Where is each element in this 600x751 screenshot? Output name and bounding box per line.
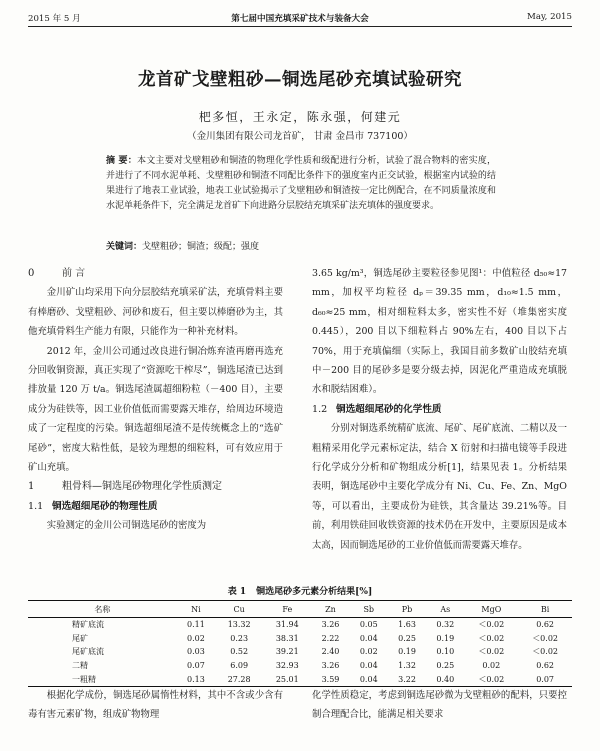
abstract-label: 摘 要：: [106, 156, 137, 166]
table-cell: 25.01: [263, 672, 311, 686]
table-cell: 32.93: [275, 661, 299, 671]
table-cell: 1.32: [398, 661, 416, 671]
table-title: 铜选尾砂多元素分析结果[%]: [256, 587, 373, 597]
table-cell: ＜0.02: [532, 633, 558, 643]
table-header-row: [28, 601, 572, 618]
right-column: [312, 264, 567, 555]
table-cell: 0.04: [359, 633, 378, 643]
table-cell: 0.52: [230, 647, 249, 657]
section-number: 0: [28, 268, 35, 279]
table-cell: 39.21: [275, 647, 299, 657]
subsection-title: 铜选超细尾砂的物理性质: [52, 500, 158, 512]
table-cell: 尾矿: [72, 633, 88, 643]
table-cell: 二精: [72, 661, 88, 671]
table-row: [28, 672, 572, 686]
keywords-text: 戈壁粗砂；铜渣；级配；强度: [142, 242, 260, 252]
table-cell: ＜0.02: [532, 647, 558, 657]
table-cell: 0.02: [187, 633, 205, 643]
column-header: As: [426, 601, 464, 618]
header-date-en: May, 2015: [527, 12, 572, 22]
column-header: Ni: [177, 601, 215, 618]
table-cell: 0.13: [177, 672, 215, 686]
table-cell: 3.22: [388, 672, 426, 686]
table-cell: 13.32: [227, 620, 251, 630]
table-cell: 1.63: [398, 620, 416, 630]
column-header: Sb: [350, 601, 388, 618]
table-cell: 0.02: [482, 661, 501, 671]
table-cell: ＜0.02: [478, 633, 505, 643]
table-cell: 27.28: [215, 672, 263, 686]
section-number: 1: [28, 481, 35, 493]
keywords: [106, 240, 496, 255]
column-header: Fe: [263, 601, 311, 618]
table-cell: 0.62: [536, 661, 554, 671]
header-conference: 第七届中国充填采矿技术与装备大会: [231, 14, 369, 24]
table-cell: ＜0.02: [464, 672, 518, 686]
keywords-label: 关键词：: [106, 242, 143, 252]
table-cell: 0.25: [398, 633, 416, 643]
table-cell: 0.19: [436, 633, 455, 643]
table-cell: 38.31: [275, 633, 299, 643]
table-cell: 6.09: [230, 661, 249, 671]
abstract: [106, 154, 496, 214]
table-row: [28, 632, 572, 646]
header-date: 2015 年 5 月: [28, 14, 81, 24]
table-cell: 一粗精: [28, 672, 177, 686]
table-cell: ＜0.02: [478, 647, 505, 657]
subsection-title: 铜选超细尾砂的化学性质: [336, 403, 442, 415]
column-header: Cu: [215, 601, 263, 618]
table-cell: 0.07: [518, 672, 572, 686]
section-title: 前 言: [62, 268, 86, 279]
table-cell: 尾矿底流: [72, 647, 104, 657]
element-analysis-table: [28, 600, 572, 687]
running-header: [28, 10, 572, 27]
table-cell: 0.62: [536, 620, 554, 630]
table-cell: 0.11: [187, 620, 205, 630]
left-column: [28, 264, 283, 536]
table-cell: 31.94: [275, 620, 299, 630]
table-cell: 精矿底流: [72, 620, 104, 630]
column-header: Zn: [311, 601, 349, 618]
table-cell: 0.05: [359, 620, 378, 630]
table-cell: 0.19: [398, 647, 416, 657]
paper-title: 龙首矿戈壁粗砂—铜选尾砂充填试验研究: [138, 70, 462, 90]
column-header: MgO: [464, 601, 518, 618]
subsection-number: 1.2: [312, 403, 328, 415]
table-cell: 2.40: [321, 647, 340, 657]
section-heading-0: [28, 264, 283, 283]
bottom-left-paragraph: 根据化学成份，铜选尾砂属惰性材料，其中不含或少含有毒有害元素矿物，组成矿物物理: [28, 690, 283, 721]
density-paragraph: 实验测定的金川公司铜选尾砂的密度为: [46, 520, 207, 532]
table-number: 表 1: [227, 587, 247, 597]
table-cell: 0.23: [230, 633, 249, 643]
particle-size-paragraph: 3.65 kg/m³，铜选尾砂主要粒径参见图¹：中值粒径 d₅₀≈17 mm，加权平均粒径 dₚ＝39.35 mm，d₁₀≈1.5 mm，d₆₀≈25 mm，相对细粒料太多，密实性不好（堆集密实度 0.445），200 目以下细粒料占 90%左右，400 目以下占 70%，用于充填偏细（实际上，我国目前多数矿山胶结充填中－200 目的尾砂多是要分级去掉，因泥化严重造成充填脱水和脱结困难）。: [312, 268, 567, 396]
table-caption: [0, 584, 600, 597]
table-cell: 2.22: [321, 633, 340, 643]
subsection-heading-1-1: [28, 497, 283, 516]
paper-authors: 杷多恒，王永定，陈永强，何建元: [198, 110, 402, 124]
bottom-right-paragraph: 化学性质稳定，考虑到铜选尾砂微为戈壁粗砂的配料，只要控制合理配合比，能满足相关要求: [312, 690, 567, 721]
table-cell: 3.26: [321, 661, 340, 671]
table-cell: 0.03: [187, 647, 205, 657]
table-cell: 0.02: [359, 647, 378, 657]
abstract-text: 本文主要对戈壁粗砂和铜渣的物理化学性质和级配进行分析，试验了混合物料的密实度，并进行了不同水泥单耗、戈壁粗砂和铜渣不同配比条件下的强度室内正交试验，根据室内试验的结果进行了地表工业试验，地表工业试验揭示了戈壁粗砂和铜渣按一定比例配合，在不同质量浓度和水泥单耗条件下，完全满足龙首矿下向进路分层胶结充填采矿法充填体的强度要求。: [106, 156, 496, 211]
column-header: Pb: [388, 601, 426, 618]
table-cell: 0.04: [350, 672, 388, 686]
column-header: 名称: [28, 601, 177, 618]
table-cell: 0.32: [436, 620, 455, 630]
table-cell: 0.40: [426, 672, 464, 686]
intro-paragraph-1: 金川矿山均采用下向分层胶结充填采矿法，充填骨料主要有棒磨砂、戈壁粗砂、河砂和废石，但主要以棒磨砂为主，其他充填骨料生产能力有限，只能作为一种补充材料。: [28, 287, 283, 338]
table-cell: 3.59: [311, 672, 349, 686]
table-cell: 0.10: [436, 647, 455, 657]
table-cell: 3.26: [321, 620, 340, 630]
intro-paragraph-2: 2012 年，金川公司通过改良进行铜冶炼弃渣再磨再选充分回收铜资源，真正实现了“资源吃干榨尽”，铜选尾渣已达到排放量 120 万 t/a。铜选尾渣属超细粉粒（－400 目），主要成分为硅铁等，因工业价值低而需要露天堆存，给周边环境造成了一定程度的污染。铜选超细尾渣不是传统概念上的“选矿尾砂”，密度大粘性低，是较为理想的细粒料，可有效应用于矿山充填。: [28, 345, 283, 474]
table-row: [28, 618, 572, 632]
chemical-paragraph: 分别对铜选系统精矿底流、尾矿、尾矿底流、二精以及一粗精采用化学元素标定法，结合 X 衍射和扫描电镜等手段进行化学成分分析和矿物组成分析[1]，结果见表 1。分析结果表明，铜选尾砂中主要化学成分有 Ni、Cu、Fe、Zn、MgO 等，可以看出，主要成份为硅铁，其含量达 39.21%等。目前，利用铁硅回收铁资源的技术仍在开发中，主要原因是成本太高，因而铜选尾砂的工业价值低而需要露天堆存。: [312, 423, 567, 551]
paper-affiliation: （金川集团有限公司龙首矿， 甘肃 金昌市 737100）: [187, 131, 413, 142]
table-cell: 0.25: [436, 661, 455, 671]
column-header: Bi: [518, 601, 572, 618]
table-cell: 0.04: [359, 661, 378, 671]
subsection-number: 1.1: [28, 500, 44, 512]
table-row: [28, 645, 572, 659]
table-cell: ＜0.02: [478, 620, 505, 630]
table-row: [28, 659, 572, 673]
section-title: 粗骨料—铜选尾砂物理化学性质测定: [62, 481, 222, 493]
table-cell: 0.07: [187, 661, 205, 671]
section-heading-1: [28, 477, 283, 496]
subsection-heading-1-2: [312, 400, 567, 419]
